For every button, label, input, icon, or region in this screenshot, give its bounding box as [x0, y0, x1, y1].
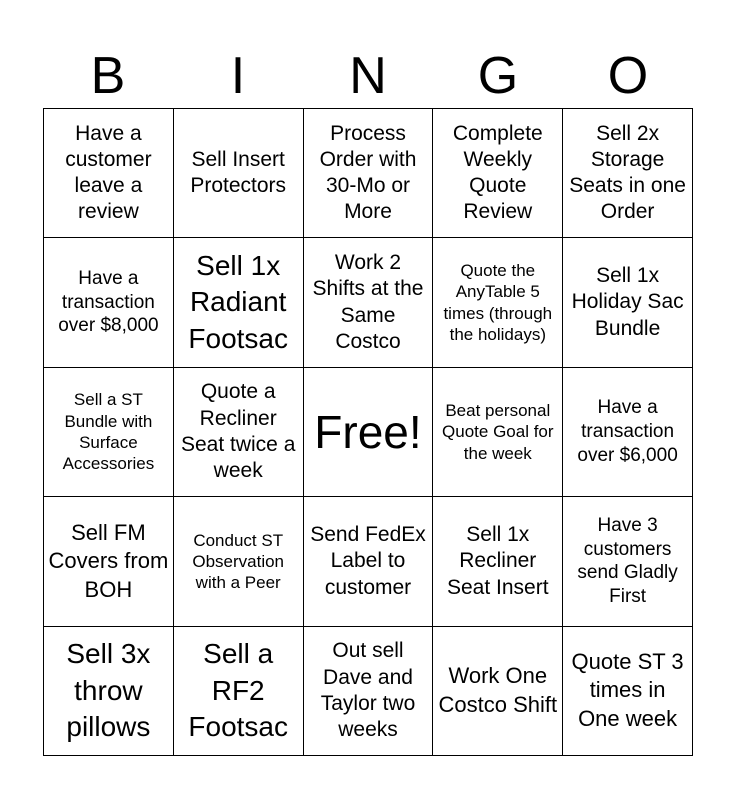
bingo-cell-r3-c2[interactable]: [174, 368, 304, 497]
free-space-text: Free!: [314, 405, 422, 458]
bingo-cell-r1-c2[interactable]: [174, 109, 304, 238]
cell-text: Quote a Recliner Seat twice a week: [180, 380, 296, 483]
bingo-cell-r1-c1[interactable]: [44, 109, 174, 238]
bingo-cell-r2-c1[interactable]: [44, 238, 174, 367]
cell-text: Send FedEx Label to customer: [310, 523, 426, 599]
bingo-header: [43, 44, 693, 108]
cell-text: Out sell Dave and Taylor two weeks: [320, 639, 416, 742]
bingo-cell-r5-c4[interactable]: [433, 627, 563, 756]
cell-text: Have a transaction over $6,000: [577, 397, 678, 466]
cell-text: Quote ST 3 times in One week: [571, 648, 684, 732]
cell-text: Beat personal Quote Goal for the week: [442, 401, 554, 463]
bingo-cell-r3-c5[interactable]: [563, 368, 693, 497]
bingo-cell-r5-c2[interactable]: [174, 627, 304, 756]
cell-text: Sell 1x Recliner Seat Insert: [447, 523, 549, 599]
bingo-cell-r3-c4[interactable]: [433, 368, 563, 497]
bingo-cell-r5-c1[interactable]: [44, 627, 174, 756]
bingo-cell-r5-c3[interactable]: [304, 627, 434, 756]
bingo-cell-r1-c4[interactable]: [433, 109, 563, 238]
bingo-cell-r2-c5[interactable]: [563, 238, 693, 367]
cell-text: Sell FM Covers from BOH: [48, 519, 169, 602]
bingo-cell-r3-c1[interactable]: [44, 368, 174, 497]
header-letter-o: O: [607, 47, 649, 105]
bingo-cell-r2-c3[interactable]: [304, 238, 434, 367]
cell-text: Work 2 Shifts at the Same Costco: [312, 251, 424, 353]
bingo-cell-r1-c3[interactable]: [304, 109, 434, 238]
header-letter-n: N: [349, 47, 387, 105]
bingo-cell-r4-c3[interactable]: [304, 497, 434, 626]
cell-text: Work One Costco Shift: [438, 663, 558, 717]
cell-text: Complete Weekly Quote Review: [452, 121, 543, 224]
header-letter-g: G: [477, 47, 519, 105]
header-letter-i: I: [230, 47, 246, 105]
cell-text: Have 3 customers send Gladly First: [577, 514, 678, 608]
bingo-cell-r4-c5[interactable]: [563, 497, 693, 626]
bingo-cell-r4-c4[interactable]: [433, 497, 563, 626]
cell-text: Have a transaction over $8,000: [58, 267, 159, 337]
bingo-cell-r2-c2[interactable]: [174, 238, 304, 367]
cell-text: Quote the AnyTable 5 times (through the holidays): [443, 261, 553, 344]
cell-text: Sell a RF2 Footsac: [188, 638, 288, 742]
bingo-board: [43, 108, 693, 756]
cell-text: Sell 1x Holiday Sac Bundle: [571, 264, 684, 340]
cell-text: Conduct ST Observation with a Peer: [192, 530, 285, 593]
cell-text: Sell 1x Radiant Footsac: [188, 250, 288, 354]
cell-text: Have a customer leave a review: [65, 121, 152, 224]
bingo-cell-r5-c5[interactable]: [563, 627, 693, 756]
bingo-cell-r2-c4[interactable]: [433, 238, 563, 367]
bingo-cell-r4-c1[interactable]: [44, 497, 174, 626]
bingo-cell-free[interactable]: [304, 368, 434, 497]
bingo-cell-r1-c5[interactable]: [563, 109, 693, 238]
cell-text: Sell a ST Bundle with Surface Accessories: [62, 390, 155, 474]
cell-text: Sell 2x Storage Seats in one Order: [569, 121, 686, 224]
cell-text: Sell Insert Protectors: [190, 147, 287, 198]
bingo-cell-r4-c2[interactable]: [174, 497, 304, 626]
cell-text: Process Order with 30-Mo or More: [319, 121, 417, 224]
cell-text: Sell 3x throw pillows: [66, 638, 151, 742]
header-letter-b: B: [90, 47, 126, 105]
